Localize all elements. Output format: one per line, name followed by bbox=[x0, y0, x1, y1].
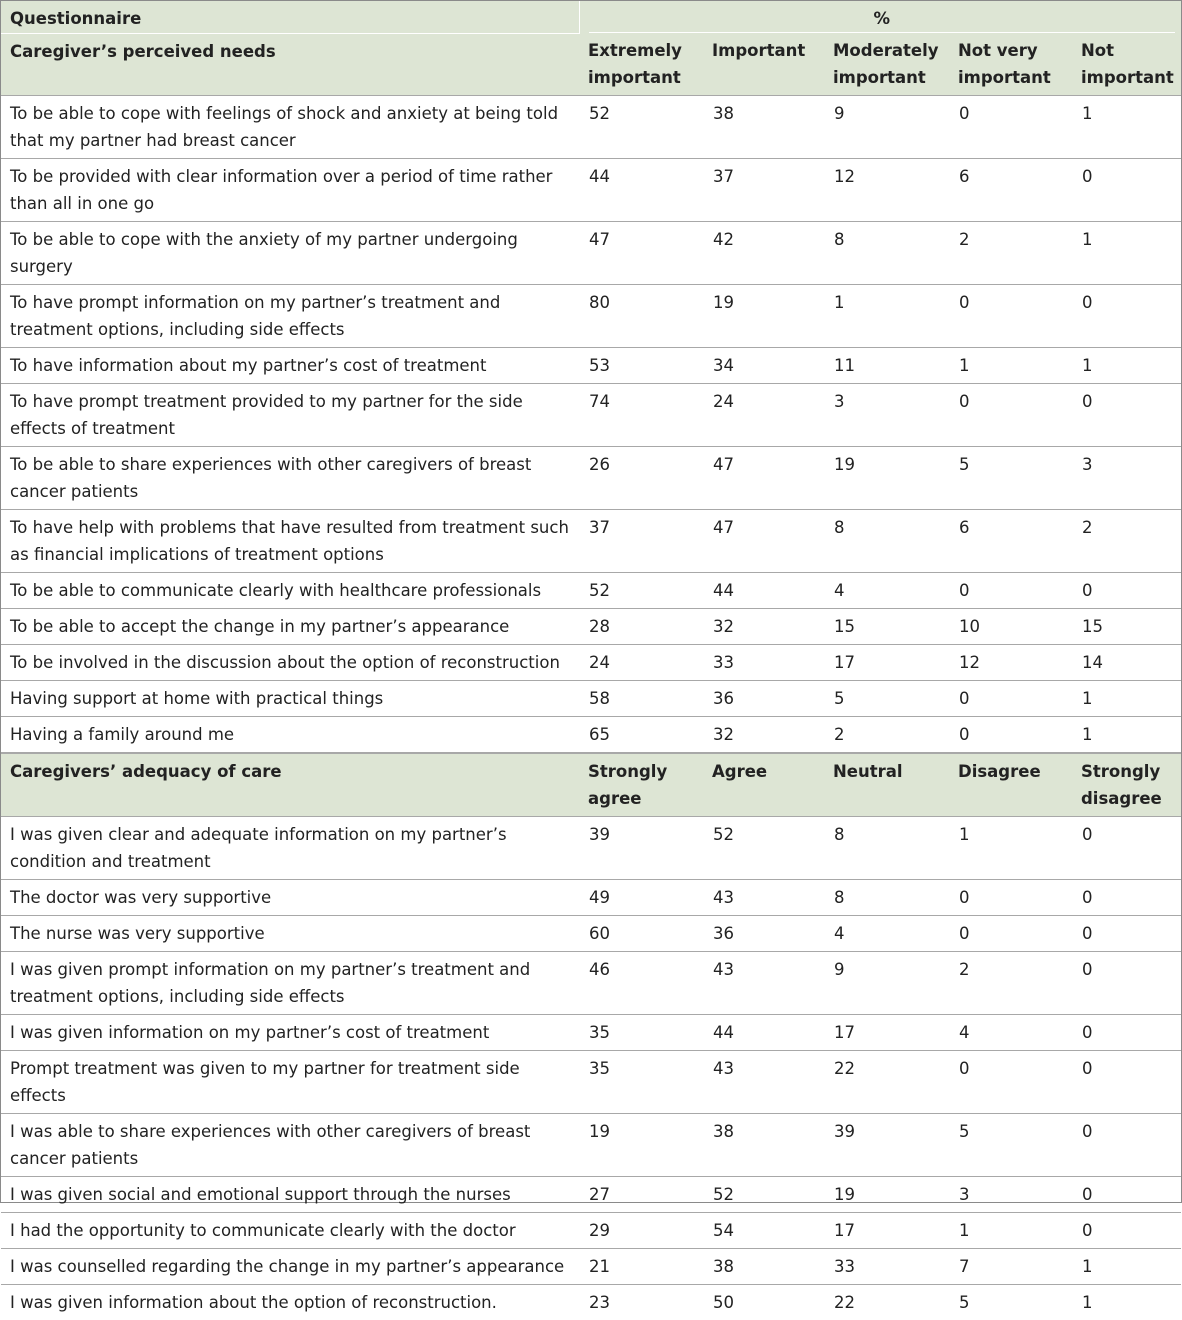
percent-value: 9 bbox=[824, 952, 949, 1015]
percent-value: 0 bbox=[949, 916, 1072, 952]
percent-value: 0 bbox=[949, 285, 1072, 348]
row-label: I was given information on my partner’s cost of treatment bbox=[1, 1015, 579, 1051]
percent-value: 0 bbox=[1072, 285, 1181, 348]
percent-value: 52 bbox=[579, 96, 703, 159]
percent-value: 1 bbox=[1072, 717, 1181, 754]
row-label: The doctor was very supportive bbox=[1, 880, 579, 916]
percent-value: 0 bbox=[949, 880, 1072, 916]
percent-value: 1 bbox=[1072, 222, 1181, 285]
percent-value: 9 bbox=[824, 96, 949, 159]
percent-value: 1 bbox=[1072, 96, 1181, 159]
percent-value: 14 bbox=[1072, 645, 1181, 681]
percent-value: 19 bbox=[703, 285, 824, 348]
table-row bbox=[1, 384, 1181, 447]
percent-value: 17 bbox=[824, 1213, 949, 1249]
percent-value: 26 bbox=[579, 447, 703, 510]
percent-value: 0 bbox=[1072, 1051, 1181, 1114]
percent-value: 43 bbox=[703, 880, 824, 916]
percent-value: 33 bbox=[703, 645, 824, 681]
row-label: Prompt treatment was given to my partner for treatment side effects bbox=[1, 1051, 579, 1114]
percent-value: 0 bbox=[1072, 916, 1181, 952]
percent-value: 35 bbox=[579, 1015, 703, 1051]
percent-value: 17 bbox=[824, 1015, 949, 1051]
percent-value: 44 bbox=[703, 1015, 824, 1051]
table-row bbox=[1, 681, 1181, 717]
row-label: The nurse was very supportive bbox=[1, 916, 579, 952]
table-row bbox=[1, 880, 1181, 916]
table-row bbox=[1, 916, 1181, 952]
column-header: Moderately important bbox=[824, 33, 949, 96]
row-label: To be able to share experiences with other caregivers of breast cancer patients bbox=[1, 447, 579, 510]
table-row bbox=[1, 952, 1181, 1015]
percent-value: 2 bbox=[949, 952, 1072, 1015]
table-row bbox=[1, 96, 1181, 159]
percent-value: 22 bbox=[824, 1285, 949, 1320]
percent-value: 15 bbox=[1072, 609, 1181, 645]
row-label: To be able to cope with feelings of shock and anxiety at being told that my partner had breast cancer bbox=[1, 96, 579, 159]
percent-value: 0 bbox=[949, 96, 1072, 159]
row-label: To be able to accept the change in my partner’s appearance bbox=[1, 609, 579, 645]
percent-value: 80 bbox=[579, 285, 703, 348]
percent-value: 0 bbox=[1072, 573, 1181, 609]
percent-value: 54 bbox=[703, 1213, 824, 1249]
table-row bbox=[1, 285, 1181, 348]
percent-value: 19 bbox=[824, 1177, 949, 1213]
percent-value: 1 bbox=[949, 1213, 1072, 1249]
percent-value: 5 bbox=[949, 1285, 1072, 1320]
column-header: Agree bbox=[703, 753, 824, 817]
row-label: I was given prompt information on my partner’s treatment and treatment options, including side effects bbox=[1, 952, 579, 1015]
column-header: Neutral bbox=[824, 753, 949, 817]
row-label: To be involved in the discussion about the option of reconstruction bbox=[1, 645, 579, 681]
table-row bbox=[1, 1051, 1181, 1114]
row-label: I had the opportunity to communicate clearly with the doctor bbox=[1, 1213, 579, 1249]
percent-value: 50 bbox=[703, 1285, 824, 1320]
row-label: To have prompt treatment provided to my partner for the side effects of treatment bbox=[1, 384, 579, 447]
percent-value: 60 bbox=[579, 916, 703, 952]
percent-value: 4 bbox=[824, 573, 949, 609]
row-label: I was given information about the option of reconstruction. bbox=[1, 1285, 579, 1320]
percent-value: 1 bbox=[949, 348, 1072, 384]
percent-value: 8 bbox=[824, 222, 949, 285]
percent-value: 5 bbox=[949, 447, 1072, 510]
percent-value: 5 bbox=[824, 681, 949, 717]
percent-value: 47 bbox=[579, 222, 703, 285]
percent-value: 28 bbox=[579, 609, 703, 645]
row-label: I was counselled regarding the change in my partner’s appearance bbox=[1, 1249, 579, 1285]
percent-value: 0 bbox=[1072, 1213, 1181, 1249]
percent-value: 44 bbox=[579, 159, 703, 222]
percent-value: 38 bbox=[703, 96, 824, 159]
percent-value: 43 bbox=[703, 1051, 824, 1114]
row-label: Having support at home with practical things bbox=[1, 681, 579, 717]
percent-value: 2 bbox=[824, 717, 949, 754]
percent-value: 4 bbox=[824, 916, 949, 952]
percent-value: 1 bbox=[824, 285, 949, 348]
row-label: To be provided with clear information over a period of time rather than all in one go bbox=[1, 159, 579, 222]
row-label: I was able to share experiences with other caregivers of breast cancer patients bbox=[1, 1114, 579, 1177]
percent-value: 0 bbox=[949, 384, 1072, 447]
section-title: Caregiver’s perceived needs bbox=[1, 33, 579, 96]
percent-value: 1 bbox=[1072, 1249, 1181, 1285]
table-head bbox=[1, 1, 1181, 33]
percent-value: 65 bbox=[579, 717, 703, 754]
percent-value: 3 bbox=[949, 1177, 1072, 1213]
percent-value: 0 bbox=[1072, 817, 1181, 880]
percent-value: 0 bbox=[1072, 952, 1181, 1015]
percent-value: 22 bbox=[824, 1051, 949, 1114]
column-header: Disagree bbox=[949, 753, 1072, 817]
table-row bbox=[1, 447, 1181, 510]
row-label: To have prompt information on my partner’s treatment and treatment options, including side effects bbox=[1, 285, 579, 348]
section-perceived-needs bbox=[1, 33, 1181, 753]
percent-value: 6 bbox=[949, 159, 1072, 222]
percent-value: 32 bbox=[703, 609, 824, 645]
percent-value: 8 bbox=[824, 510, 949, 573]
row-label: I was given social and emotional support through the nurses bbox=[1, 1177, 579, 1213]
table-row bbox=[1, 1213, 1181, 1249]
percent-value: 2 bbox=[1072, 510, 1181, 573]
table-row bbox=[1, 222, 1181, 285]
percent-value: 24 bbox=[579, 645, 703, 681]
row-label: To have help with problems that have resulted from treatment such as financial implications of treatment options bbox=[1, 510, 579, 573]
column-header: Not important bbox=[1072, 33, 1181, 96]
percent-value: 8 bbox=[824, 817, 949, 880]
column-header: Strongly agree bbox=[579, 753, 703, 817]
table-row bbox=[1, 348, 1181, 384]
percent-value: 47 bbox=[703, 510, 824, 573]
percent-value: 19 bbox=[824, 447, 949, 510]
table-row bbox=[1, 609, 1181, 645]
percent-value: 0 bbox=[1072, 1015, 1181, 1051]
percent-value: 7 bbox=[949, 1249, 1072, 1285]
row-label: To have information about my partner’s cost of treatment bbox=[1, 348, 579, 384]
percent-value: 37 bbox=[579, 510, 703, 573]
row-label: I was given clear and adequate information on my partner’s condition and treatment bbox=[1, 817, 579, 880]
percent-value: 1 bbox=[949, 817, 1072, 880]
column-header: Not very important bbox=[949, 33, 1072, 96]
percent-value: 4 bbox=[949, 1015, 1072, 1051]
percent-value: 32 bbox=[703, 717, 824, 754]
section-header-row bbox=[1, 33, 1181, 96]
percent-value: 38 bbox=[703, 1114, 824, 1177]
percent-value: 33 bbox=[824, 1249, 949, 1285]
percent-value: 52 bbox=[703, 817, 824, 880]
percent-value: 3 bbox=[824, 384, 949, 447]
percent-value: 1 bbox=[1072, 681, 1181, 717]
row-label: To be able to cope with the anxiety of my partner undergoing surgery bbox=[1, 222, 579, 285]
percent-value: 52 bbox=[579, 573, 703, 609]
percent-value: 46 bbox=[579, 952, 703, 1015]
table-row bbox=[1, 510, 1181, 573]
percent-value: 34 bbox=[703, 348, 824, 384]
percent-value: 49 bbox=[579, 880, 703, 916]
table-row bbox=[1, 159, 1181, 222]
section-header-row bbox=[1, 753, 1181, 817]
questionnaire-heading: Questionnaire bbox=[1, 1, 579, 33]
percent-value: 0 bbox=[1072, 880, 1181, 916]
percent-value: 47 bbox=[703, 447, 824, 510]
percent-value: 23 bbox=[579, 1285, 703, 1320]
percent-value: 19 bbox=[579, 1114, 703, 1177]
percent-value: 6 bbox=[949, 510, 1072, 573]
percent-value: 39 bbox=[824, 1114, 949, 1177]
percent-value: 0 bbox=[949, 1051, 1072, 1114]
row-label: To be able to communicate clearly with healthcare professionals bbox=[1, 573, 579, 609]
table-row bbox=[1, 1285, 1181, 1320]
percent-value: 53 bbox=[579, 348, 703, 384]
table-row bbox=[1, 1249, 1181, 1285]
percent-value: 43 bbox=[703, 952, 824, 1015]
percent-value: 10 bbox=[949, 609, 1072, 645]
percent-heading bbox=[579, 1, 1181, 33]
percent-value: 58 bbox=[579, 681, 703, 717]
percent-value: 5 bbox=[949, 1114, 1072, 1177]
table-row bbox=[1, 1015, 1181, 1051]
column-header: Important bbox=[703, 33, 824, 96]
column-header: Extremely important bbox=[579, 33, 703, 96]
header-row-top bbox=[1, 1, 1181, 33]
percent-value: 11 bbox=[824, 348, 949, 384]
percent-value: 36 bbox=[703, 916, 824, 952]
percent-value: 3 bbox=[1072, 447, 1181, 510]
percent-value: 27 bbox=[579, 1177, 703, 1213]
percent-value: 0 bbox=[949, 573, 1072, 609]
percent-value: 12 bbox=[824, 159, 949, 222]
column-header: Strongly disagree bbox=[1072, 753, 1181, 817]
percent-value: 0 bbox=[1072, 1114, 1181, 1177]
percent-value: 29 bbox=[579, 1213, 703, 1249]
percent-value: 44 bbox=[703, 573, 824, 609]
percent-value: 1 bbox=[1072, 348, 1181, 384]
percent-label: % bbox=[589, 5, 1176, 33]
percent-value: 42 bbox=[703, 222, 824, 285]
table-row bbox=[1, 817, 1181, 880]
questionnaire-table bbox=[1, 1, 1181, 1320]
percent-value: 39 bbox=[579, 817, 703, 880]
percent-value: 52 bbox=[703, 1177, 824, 1213]
percent-value: 1 bbox=[1072, 1285, 1181, 1320]
table-row bbox=[1, 717, 1181, 754]
table-row bbox=[1, 645, 1181, 681]
percent-value: 36 bbox=[703, 681, 824, 717]
percent-value: 0 bbox=[949, 717, 1072, 754]
section-title: Caregivers’ adequacy of care bbox=[1, 753, 579, 817]
percent-value: 0 bbox=[949, 681, 1072, 717]
percent-value: 0 bbox=[1072, 159, 1181, 222]
percent-value: 0 bbox=[1072, 1177, 1181, 1213]
percent-value: 21 bbox=[579, 1249, 703, 1285]
percent-value: 15 bbox=[824, 609, 949, 645]
section-adequacy-of-care bbox=[1, 753, 1181, 1320]
row-label: Having a family around me bbox=[1, 717, 579, 754]
percent-value: 35 bbox=[579, 1051, 703, 1114]
percent-value: 0 bbox=[1072, 384, 1181, 447]
table-row bbox=[1, 1114, 1181, 1177]
percent-value: 37 bbox=[703, 159, 824, 222]
percent-value: 17 bbox=[824, 645, 949, 681]
table-row bbox=[1, 573, 1181, 609]
percent-value: 38 bbox=[703, 1249, 824, 1285]
percent-value: 2 bbox=[949, 222, 1072, 285]
percent-value: 12 bbox=[949, 645, 1072, 681]
percent-value: 74 bbox=[579, 384, 703, 447]
table-row bbox=[1, 1177, 1181, 1213]
percent-value: 8 bbox=[824, 880, 949, 916]
percent-value: 24 bbox=[703, 384, 824, 447]
